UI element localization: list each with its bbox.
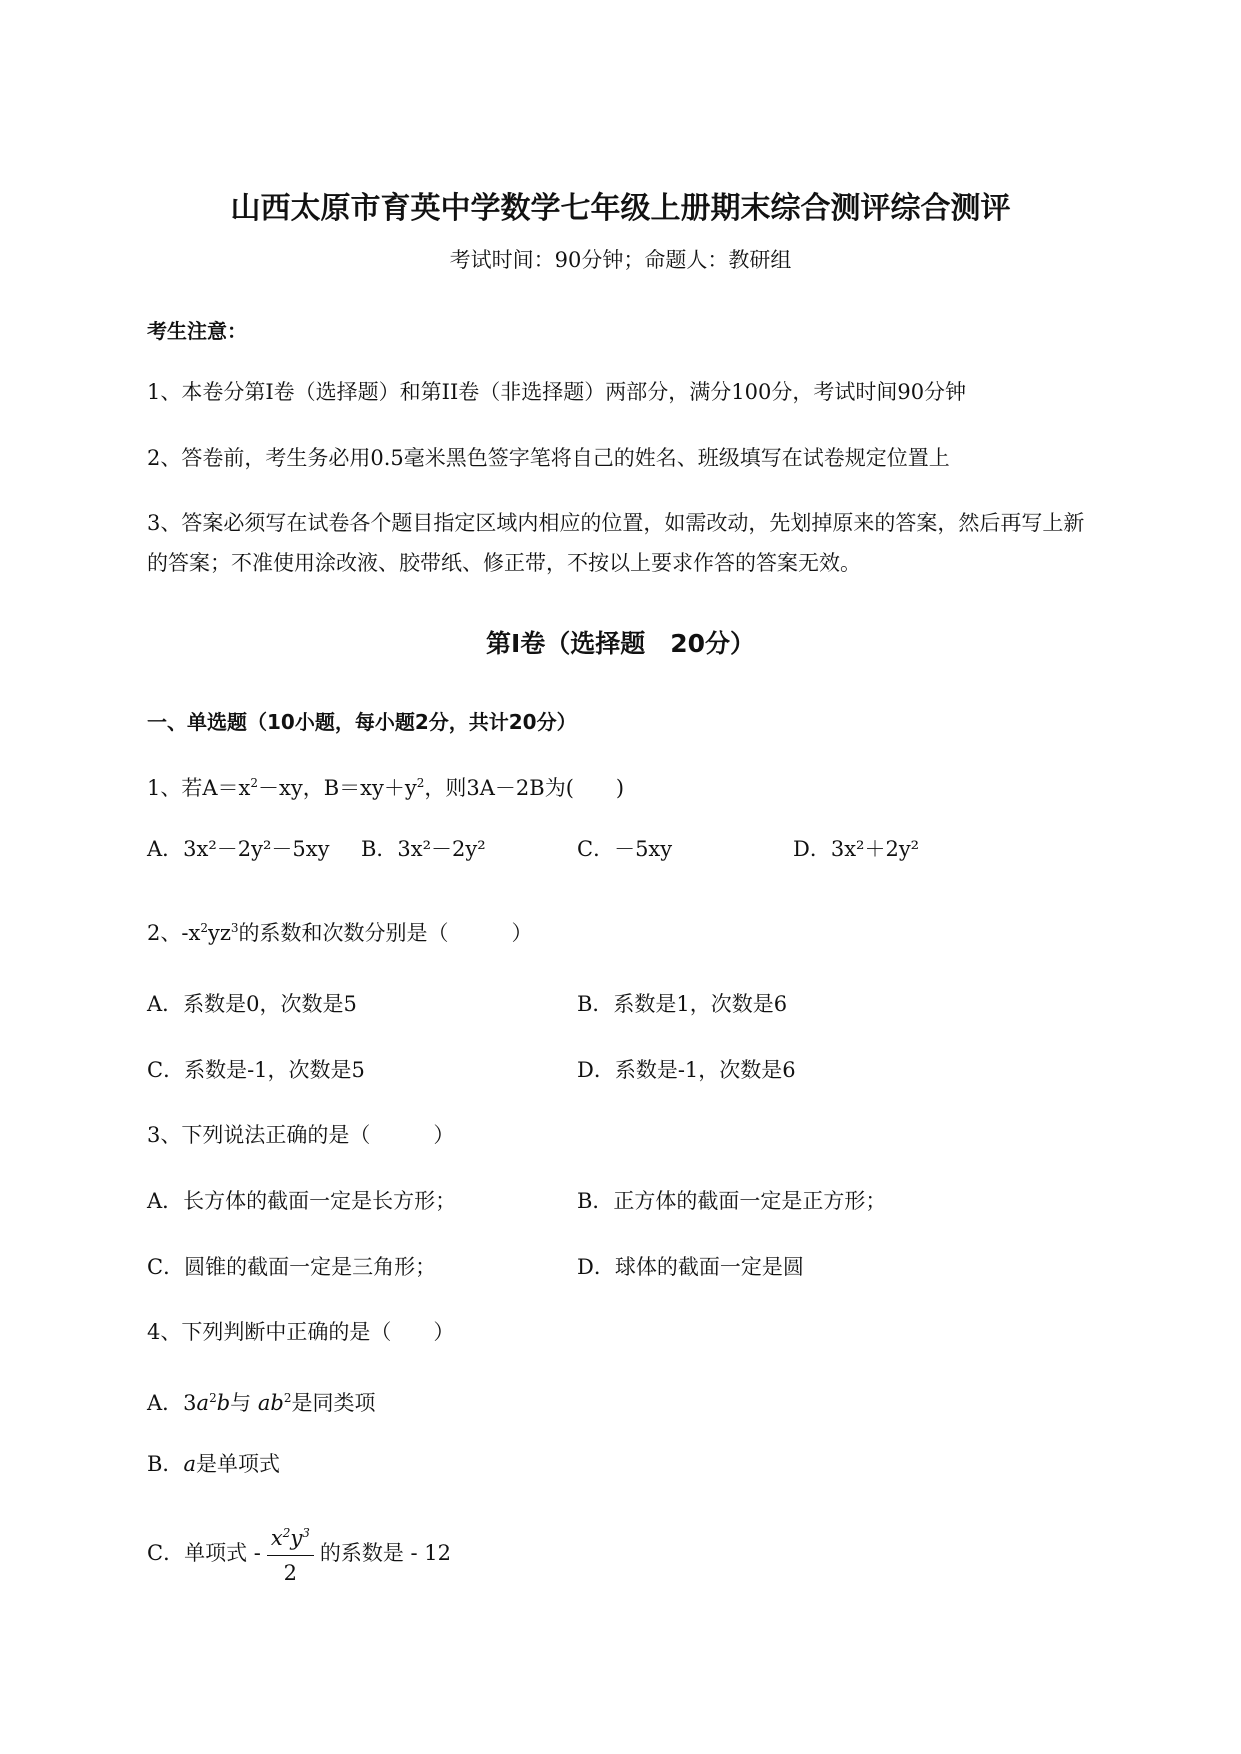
- exponent: 3: [230, 921, 239, 935]
- q1-stem-part: 1、若A＝x: [147, 776, 251, 800]
- q1-option-a[interactable]: A．3x²－2y²－5xy: [147, 837, 330, 861]
- option-text: A．3: [147, 1391, 197, 1415]
- q2-option-b[interactable]: B．系数是1，次数是6: [577, 992, 788, 1016]
- section-title: 第I卷（选择题 20分）: [485, 629, 756, 658]
- fraction-numerator: [267, 1518, 314, 1556]
- question-group-heading: 一、单选题（10小题，每小题2分，共计20分）: [147, 710, 577, 734]
- exponent: 2: [200, 921, 208, 935]
- q2-option-d[interactable]: D．系数是-1，次数是6: [577, 1058, 796, 1082]
- page-subtitle: 考试时间：90分钟；命题人：教研组: [449, 248, 792, 272]
- q2-option-c[interactable]: C．系数是-1，次数是5: [147, 1058, 365, 1082]
- notice-item: 2、答卷前，考生务必用0.5毫米黑色签字笔将自己的姓名、班级填写在试卷规定位置上: [147, 446, 950, 470]
- exponent: 2: [416, 776, 425, 790]
- question-4-stem: 4、下列判断中正确的是（ ）: [147, 1320, 455, 1344]
- option-text: C．单项式 -: [147, 1541, 261, 1565]
- exponent: 2: [209, 1391, 217, 1405]
- q1-option-c[interactable]: C．－5xy: [577, 837, 673, 861]
- q1-stem-part: －xy，B＝xy＋y: [258, 776, 417, 800]
- fraction: [267, 1518, 314, 1588]
- q4-option-a[interactable]: [147, 1384, 375, 1417]
- notice-item: 1、本卷分第I卷（选择题）和第II卷（非选择题）两部分，满分100分，考试时间90分钟: [147, 380, 967, 404]
- option-text: 是单项式: [195, 1452, 280, 1476]
- q1-option-d[interactable]: D．3x²＋2y²: [793, 837, 920, 861]
- math-var: b: [216, 1391, 231, 1415]
- option-text: 与: [230, 1391, 252, 1415]
- exponent: 2: [282, 1526, 291, 1540]
- question-2-stem: [147, 914, 533, 947]
- option-text: 是同类项: [291, 1391, 376, 1415]
- math-var: a: [183, 1452, 196, 1476]
- exponent: 2: [250, 776, 259, 790]
- q4-option-c[interactable]: [147, 1518, 451, 1588]
- fraction-denominator: 2: [283, 1561, 298, 1585]
- q1-option-b[interactable]: B．3x²－2y²: [361, 837, 486, 861]
- notice-item: 的答案；不准使用涂改液、胶带纸、修正带，不按以上要求作答的答案无效。: [147, 551, 861, 575]
- exponent: 3: [302, 1526, 310, 1540]
- math-var: a: [196, 1391, 210, 1415]
- q2-stem-part: 2、-x: [147, 921, 201, 945]
- question-1-stem: [147, 769, 624, 802]
- notice-heading: 考生注意：: [147, 319, 247, 343]
- notice-item: 3、答案必须写在试卷各个题目指定区域内相应的位置，如需改动，先划掉原来的答案，然后再写上新: [147, 511, 1085, 535]
- exponent: 2: [283, 1391, 292, 1405]
- math-var: x: [270, 1526, 283, 1550]
- page-title: 山西太原市育英中学数学七年级上册期末综合测评综合测评: [230, 191, 1011, 226]
- option-text: 的系数是 - 12: [319, 1541, 452, 1565]
- q2-stem-part: yz: [207, 921, 231, 945]
- math-var: ab: [257, 1391, 284, 1415]
- q3-option-d[interactable]: D．球体的截面一定是圆: [577, 1255, 804, 1279]
- math-var: y: [290, 1526, 303, 1550]
- q3-option-a[interactable]: A．长方体的截面一定是长方形；: [147, 1189, 457, 1213]
- q2-option-a[interactable]: A．系数是0，次数是5: [147, 992, 357, 1016]
- q3-option-c[interactable]: C．圆锥的截面一定是三角形；: [147, 1255, 437, 1279]
- question-3-stem: 3、下列说法正确的是（ ）: [147, 1123, 455, 1147]
- q4-option-b[interactable]: [147, 1450, 280, 1478]
- q2-stem-part: 的系数和次数分别是（ ）: [238, 921, 533, 945]
- option-text: B．: [147, 1452, 184, 1476]
- q3-option-b[interactable]: B．正方体的截面一定是正方形；: [577, 1189, 887, 1213]
- q1-stem-part: ，则3A－2B为( ): [424, 776, 625, 800]
